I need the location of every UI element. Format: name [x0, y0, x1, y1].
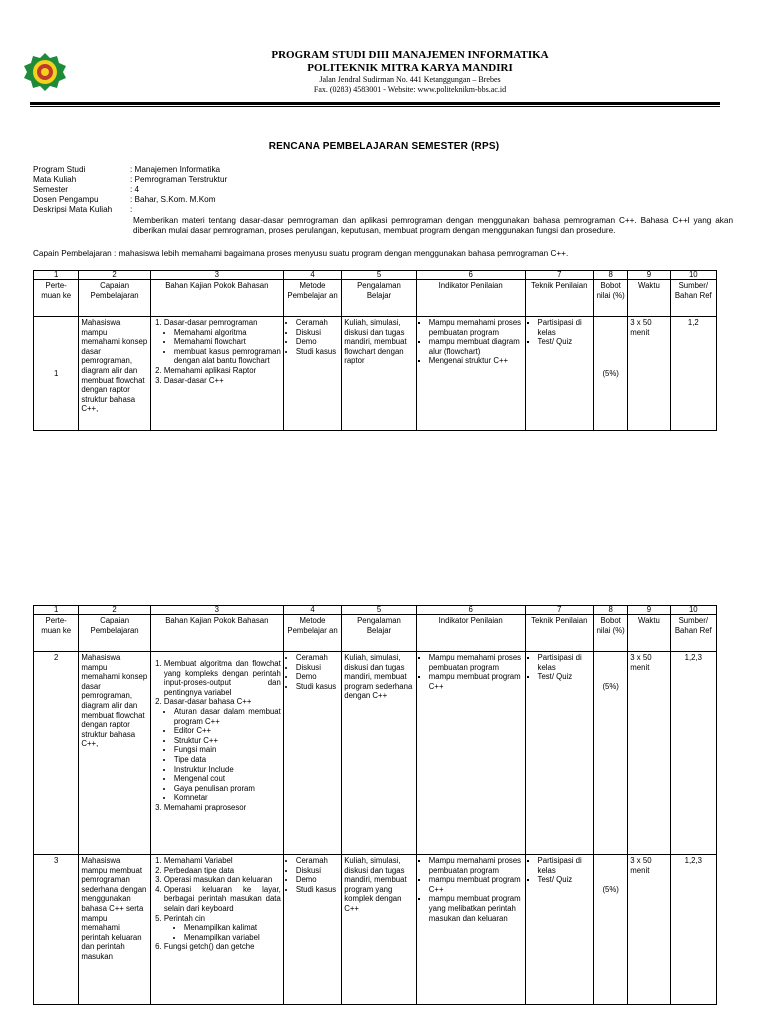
- col-number: 8: [594, 606, 628, 615]
- waktu-cell: 3 x 50 menit: [628, 317, 670, 431]
- bahan-item: Dasar-dasar pemrograman: [163, 318, 258, 327]
- semester-label: Semester: [33, 185, 69, 194]
- pengalaman-cell: Kuliah, simulasi, diskusi dan tugas mandiri, membuat program yang komplek dengan C++: [342, 855, 417, 1005]
- header-indikator: Indikator Penilaian: [416, 615, 525, 652]
- header-pertemuan: Perte-muan ke: [34, 615, 79, 652]
- metode-item: • Demo: [296, 337, 339, 347]
- table-row: [34, 855, 717, 1005]
- institution-logo-icon: [22, 52, 68, 92]
- table-header-row: [34, 280, 717, 317]
- header-contact: Fax. (0283) 4583001 - Website: www.politeknikm-bbs.ac.id: [313, 85, 507, 94]
- capaian-cell: Mahasiswa mampu membuat pemrograman sederhana dengan menggunakan bahasa C++ serta mampu memahami perintah keluaran dan perintah masukan: [79, 855, 151, 1005]
- header-waktu: Waktu: [628, 615, 670, 652]
- deskripsi-text: Memberikan materi tentang dasar-dasar pemrograman dan aplikasi pemrograman dengan menggunakan bahasa pemrograman C++. Bahasa C++l yang akan diberikan mulai dasar pemrograman, proses perulangan, keputusan, membuat program dengan menggunakan fungsi dan prosedure.: [133, 216, 733, 235]
- metode-item: • Diskusi: [296, 328, 339, 338]
- bahan-subitem: • Komnetar: [174, 793, 281, 803]
- bahan-subitem: • Struktur C++: [174, 736, 281, 746]
- bahan-item: 3. Memahami praprosesor: [164, 803, 281, 813]
- teknik-item: ▪ Partisipasi di kelas: [538, 856, 592, 875]
- bahan-subitem: • Tipe data: [174, 755, 281, 765]
- metode-item: • Demo: [296, 672, 339, 682]
- col-number: 7: [525, 606, 594, 615]
- header-address: Jalan Jendral Sudirman No. 441 Ketanggungan – Brebes: [319, 75, 501, 84]
- col-number: 2: [79, 606, 151, 615]
- indikator-cell: [416, 652, 525, 855]
- metode-item: • Studi kasus: [296, 885, 339, 895]
- pertemuan-number: 3: [34, 855, 79, 1005]
- header-metode: Metode Pembelajar an: [283, 280, 341, 317]
- header-divider-thin: [30, 106, 720, 107]
- col-number: 3: [150, 606, 283, 615]
- bahan-subitem: • Instruktur Include: [174, 765, 281, 775]
- col-number: 9: [628, 271, 670, 280]
- metode-item: • Studi kasus: [296, 682, 339, 692]
- bahan-subitem: • Mengenal cout: [174, 774, 281, 784]
- bobot-cell: (5%): [594, 855, 628, 1005]
- teknik-item: ▪ Test/ Quiz: [538, 337, 592, 347]
- bahan-item: 6. Fungsi getch() dan getche: [164, 942, 281, 952]
- bahan-item: 2. Memahami aplikasi Raptor: [164, 366, 281, 376]
- metode-cell: [283, 317, 341, 431]
- bahan-cell: [150, 317, 283, 431]
- header-pengalaman: Pengalaman Belajar: [342, 280, 417, 317]
- bahan-item: 3. Operasi masukan dan keluaran: [164, 875, 281, 885]
- table-row: [34, 652, 717, 855]
- bahan-subitem: • Fungsi main: [174, 745, 281, 755]
- pengalaman-cell: Kuliah, simulasi, diskusi dan tugas mandiri, membuat flowchart dengan raptor: [342, 317, 417, 431]
- indikator-item: ▪ Mampu memahami proses pembuatan program: [429, 856, 523, 875]
- bahan-item: Dasar-dasar bahasa C++: [163, 697, 252, 707]
- dosen-value: : Bahar, S.Kom. M.Kom: [130, 195, 216, 204]
- header-bahan-kajian: Bahan Kajian Pokok Bahasan: [150, 280, 283, 317]
- teknik-cell: [525, 652, 594, 855]
- header-program-studi: PROGRAM STUDI DIII MANAJEMEN INFORMATIKA: [271, 49, 549, 61]
- bahan-item: 2. Perbedaan tipe data: [164, 866, 281, 876]
- indikator-item: ▪ Mampu memahami proses pembuatan program: [429, 653, 523, 672]
- header-pengalaman: Pengalaman Belajar: [342, 615, 417, 652]
- column-number-row: [34, 606, 717, 615]
- bahan-item: Perintah cin: [163, 913, 206, 923]
- semester-value: : 4: [130, 185, 140, 194]
- header-capaian: Capaian Pembelajaran: [79, 280, 151, 317]
- teknik-cell: [525, 855, 594, 1005]
- rps-table-1: [33, 270, 717, 431]
- bahan-subitem: • Menampilkan kalimat: [184, 923, 281, 933]
- waktu-cell: 3 x 50 menit: [628, 652, 670, 855]
- bahan-subitem: • Aturan dasar dalam membuat program C++: [174, 707, 281, 726]
- metode-item: • Ceramah: [296, 653, 339, 663]
- sumber-cell: 1,2: [670, 317, 716, 431]
- course-info: [33, 165, 733, 215]
- bahan-subitem: • Editor C++: [174, 726, 281, 736]
- col-number: 1: [34, 271, 79, 280]
- dosen-label: Dosen Pengampu: [33, 195, 99, 204]
- rps-table-2: [33, 605, 717, 1005]
- teknik-item: ▪ Partisipasi di kelas: [538, 318, 592, 337]
- program-studi-value: : Manajemen Informatika: [130, 165, 221, 174]
- header-sumber: Sumber/ Bahan Ref: [670, 280, 716, 317]
- capaian-pembelajaran: Capain Pembelajaran : mahasiswa lebih memahami bagaimana proses menyusu suatu program dengan menggunakan bahasa pemrograman C++.: [33, 249, 569, 258]
- col-number: 3: [150, 271, 283, 280]
- header-pertemuan: Perte-muan ke: [34, 280, 79, 317]
- bahan-subitem: • Memahami flowchart: [174, 337, 281, 347]
- header-sumber: Sumber/ Bahan Ref: [670, 615, 716, 652]
- col-number: 8: [594, 271, 628, 280]
- sumber-cell: 1,2,3: [670, 652, 716, 855]
- bahan-subitem: • Menampilkan variabel: [184, 933, 281, 943]
- pertemuan-number: 1: [34, 317, 79, 431]
- col-number: 5: [342, 606, 417, 615]
- table-row: [34, 317, 717, 431]
- program-studi-label: Program Studi: [33, 165, 86, 174]
- bahan-cell: [150, 855, 283, 1005]
- indikator-item: ▪ mampu membuat program C++: [429, 875, 523, 894]
- bobot-cell: (5%): [594, 317, 628, 431]
- capaian-cell: Mahasiswa mampu memahami konsep dasar pemrograman, diagram alir dan membuat flowchat dengan raptor struktur bahasa C++,: [79, 317, 151, 431]
- column-number-row: [34, 271, 717, 280]
- deskripsi-label: Deskripsi Mata Kuliah: [33, 205, 113, 214]
- header-bahan-kajian: Bahan Kajian Pokok Bahasan: [150, 615, 283, 652]
- bahan-item: 4. Operasi keluaran ke layar, berbagai perintah masukan data selain dari keyboard: [164, 885, 281, 914]
- col-number: 4: [283, 606, 341, 615]
- header-teknik: Teknik Penilaian: [525, 280, 594, 317]
- header-divider: [30, 102, 720, 105]
- col-number: 7: [525, 271, 594, 280]
- col-number: 2: [79, 271, 151, 280]
- bahan-subitem: • Memahami algoritma: [174, 328, 281, 338]
- header-bobot: Bobot nilai (%): [594, 615, 628, 652]
- col-number: 1: [34, 606, 79, 615]
- col-number: 6: [416, 271, 525, 280]
- teknik-item: ▪ Partisipasi di kelas: [538, 653, 592, 672]
- header-indikator: Indikator Penilaian: [416, 280, 525, 317]
- indikator-cell: [416, 317, 525, 431]
- bahan-item: 1. Membuat algoritma dan flowchat yang kompleks dengan perintah input-proses-output dan pentingnya variabel: [164, 659, 281, 697]
- bobot-cell: (5%): [594, 652, 628, 855]
- deskripsi-colon: :: [130, 205, 133, 214]
- table-header-row: [34, 615, 717, 652]
- teknik-item: ▪ Test/ Quiz: [538, 672, 592, 682]
- waktu-cell: 3 x 50 menit: [628, 855, 670, 1005]
- col-number: 4: [283, 271, 341, 280]
- teknik-item: ▪ Test/ Quiz: [538, 875, 592, 885]
- col-number: 10: [670, 606, 716, 615]
- indikator-item: ▪ Mampu memahami proses pembuatan program: [429, 318, 523, 337]
- indikator-item: ▪ mampu membuat program yang melibatkan perintah masukan dan keluaran: [429, 894, 523, 923]
- indikator-item: ▪ Mengenai struktur C++: [429, 356, 523, 366]
- mata-kuliah-label: Mata Kuliah: [33, 175, 77, 184]
- capaian-cell: Mahasiswa mampu memahami konsep dasar pemrograman, diagram alir dan membuat flowchat dengan raptor struktur bahasa C++,: [79, 652, 151, 855]
- header-bobot: Bobot nilai (%): [594, 280, 628, 317]
- metode-item: • Diskusi: [296, 663, 339, 673]
- indikator-item: ▪ mampu membuat diagram alur (flowchart): [429, 337, 523, 356]
- col-number: 9: [628, 606, 670, 615]
- sumber-cell: 1,2,3: [670, 855, 716, 1005]
- indikator-cell: [416, 855, 525, 1005]
- metode-item: • Ceramah: [296, 318, 339, 328]
- header-capaian: Capaian Pembelajaran: [79, 615, 151, 652]
- metode-item: • Studi kasus: [296, 347, 339, 357]
- col-number: 10: [670, 271, 716, 280]
- pengalaman-cell: Kuliah, simulasi, diskusi dan tugas mandiri, membuat program sederhana dengan C++: [342, 652, 417, 855]
- bahan-subitem: • Gaya penulisan proram: [174, 784, 281, 794]
- header-teknik: Teknik Penilaian: [525, 615, 594, 652]
- col-number: 6: [416, 606, 525, 615]
- document-title: RENCANA PEMBELAJARAN SEMESTER (RPS): [268, 141, 500, 152]
- metode-cell: [283, 855, 341, 1005]
- mata-kuliah-value: : Pemrograman Terstruktur: [130, 175, 228, 184]
- bahan-item: 1. Memahami Variabel: [164, 856, 281, 866]
- header-metode: Metode Pembelajar an: [283, 615, 341, 652]
- indikator-item: ▪ mampu membuat program C++: [429, 672, 523, 691]
- metode-item: • Diskusi: [296, 866, 339, 876]
- header-waktu: Waktu: [628, 280, 670, 317]
- bahan-cell: [150, 652, 283, 855]
- header-politeknik: POLITEKNIK MITRA KARYA MANDIRI: [307, 62, 513, 74]
- col-number: 5: [342, 271, 417, 280]
- metode-item: • Demo: [296, 875, 339, 885]
- metode-item: • Ceramah: [296, 856, 339, 866]
- pertemuan-number: 2: [34, 652, 79, 855]
- metode-cell: [283, 652, 341, 855]
- teknik-cell: [525, 317, 594, 431]
- bahan-item: 3. Dasar-dasar C++: [164, 376, 281, 386]
- bahan-subitem: • membuat kasus pemrograman dengan alat bantu flowchart: [174, 347, 281, 366]
